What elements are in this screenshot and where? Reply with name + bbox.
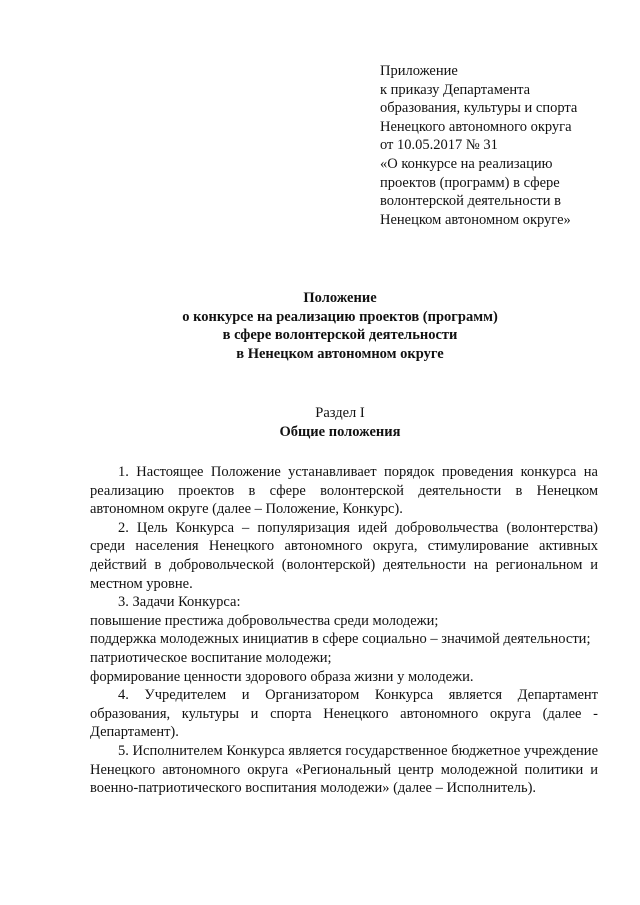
- section-heading: [180, 404, 500, 441]
- appendix-line: проектов (программ) в сфере: [380, 174, 560, 191]
- document-body: [90, 463, 598, 798]
- appendix-line: Приложение: [380, 63, 458, 79]
- section-number: Раздел I: [315, 405, 365, 421]
- appendix-line: Ненецком автономном округе»: [380, 211, 571, 228]
- appendix-line: к приказу Департамента: [380, 81, 531, 98]
- task-item: поддержка молодежных инициатив в сфере социально – значимой деятельности;: [90, 631, 591, 648]
- title-line: Положение: [303, 290, 377, 306]
- appendix-line: от 10.05.2017 № 31: [380, 137, 498, 154]
- appendix-line: волонтерской деятельности в: [380, 193, 561, 210]
- task-item: повышение престижа добровольчества среди молодежи;: [90, 612, 439, 629]
- document-title: [100, 289, 580, 363]
- title-line: о конкурсе на реализацию проектов (программ): [182, 308, 498, 325]
- appendix-note: [380, 62, 620, 229]
- task-item: формирование ценности здорового образа жизни у молодежи.: [90, 668, 474, 685]
- paragraph-1: 1. Настоящее Положение устанавливает порядок проведения конкурса на реализацию проектов в сфере волонтерской деятельности в Ненецком автономном округе (далее – Положение, Конкурс).: [90, 464, 598, 518]
- section-name: Общие положения: [279, 423, 401, 440]
- appendix-line: Ненецкого автономного округа: [380, 118, 572, 135]
- paragraph-3: 3. Задачи Конкурса:: [118, 594, 241, 611]
- paragraph-5: 5. Исполнителем Конкурса является государственное бюджетное учреждение Ненецкого автономного округа «Региональный центр молодежной политики и военно-патриотического воспитания молодежи» (далее – Исполнитель).: [90, 742, 598, 797]
- title-line: в сфере волонтерской деятельности: [222, 327, 458, 344]
- paragraph-2: 2. Цель Конкурса – популяризация идей добровольчества (волонтерства) среди населения Ненецкого автономного округа, стимулирование активных действий в добровольческой (волонтерской) деятельности на региональном и местном уровне.: [90, 519, 598, 592]
- appendix-line: образования, культуры и спорта: [380, 100, 578, 117]
- title-line: в Ненецком автономном округе: [236, 345, 444, 362]
- task-item: патриотическое воспитание молодежи;: [90, 649, 332, 666]
- appendix-line: «О конкурсе на реализацию: [380, 155, 553, 172]
- paragraph-4: 4. Учредителем и Организатором Конкурса является Департамент образования, культуры и спорта Ненецкого автономного округа (далее - Департамент).: [90, 687, 598, 741]
